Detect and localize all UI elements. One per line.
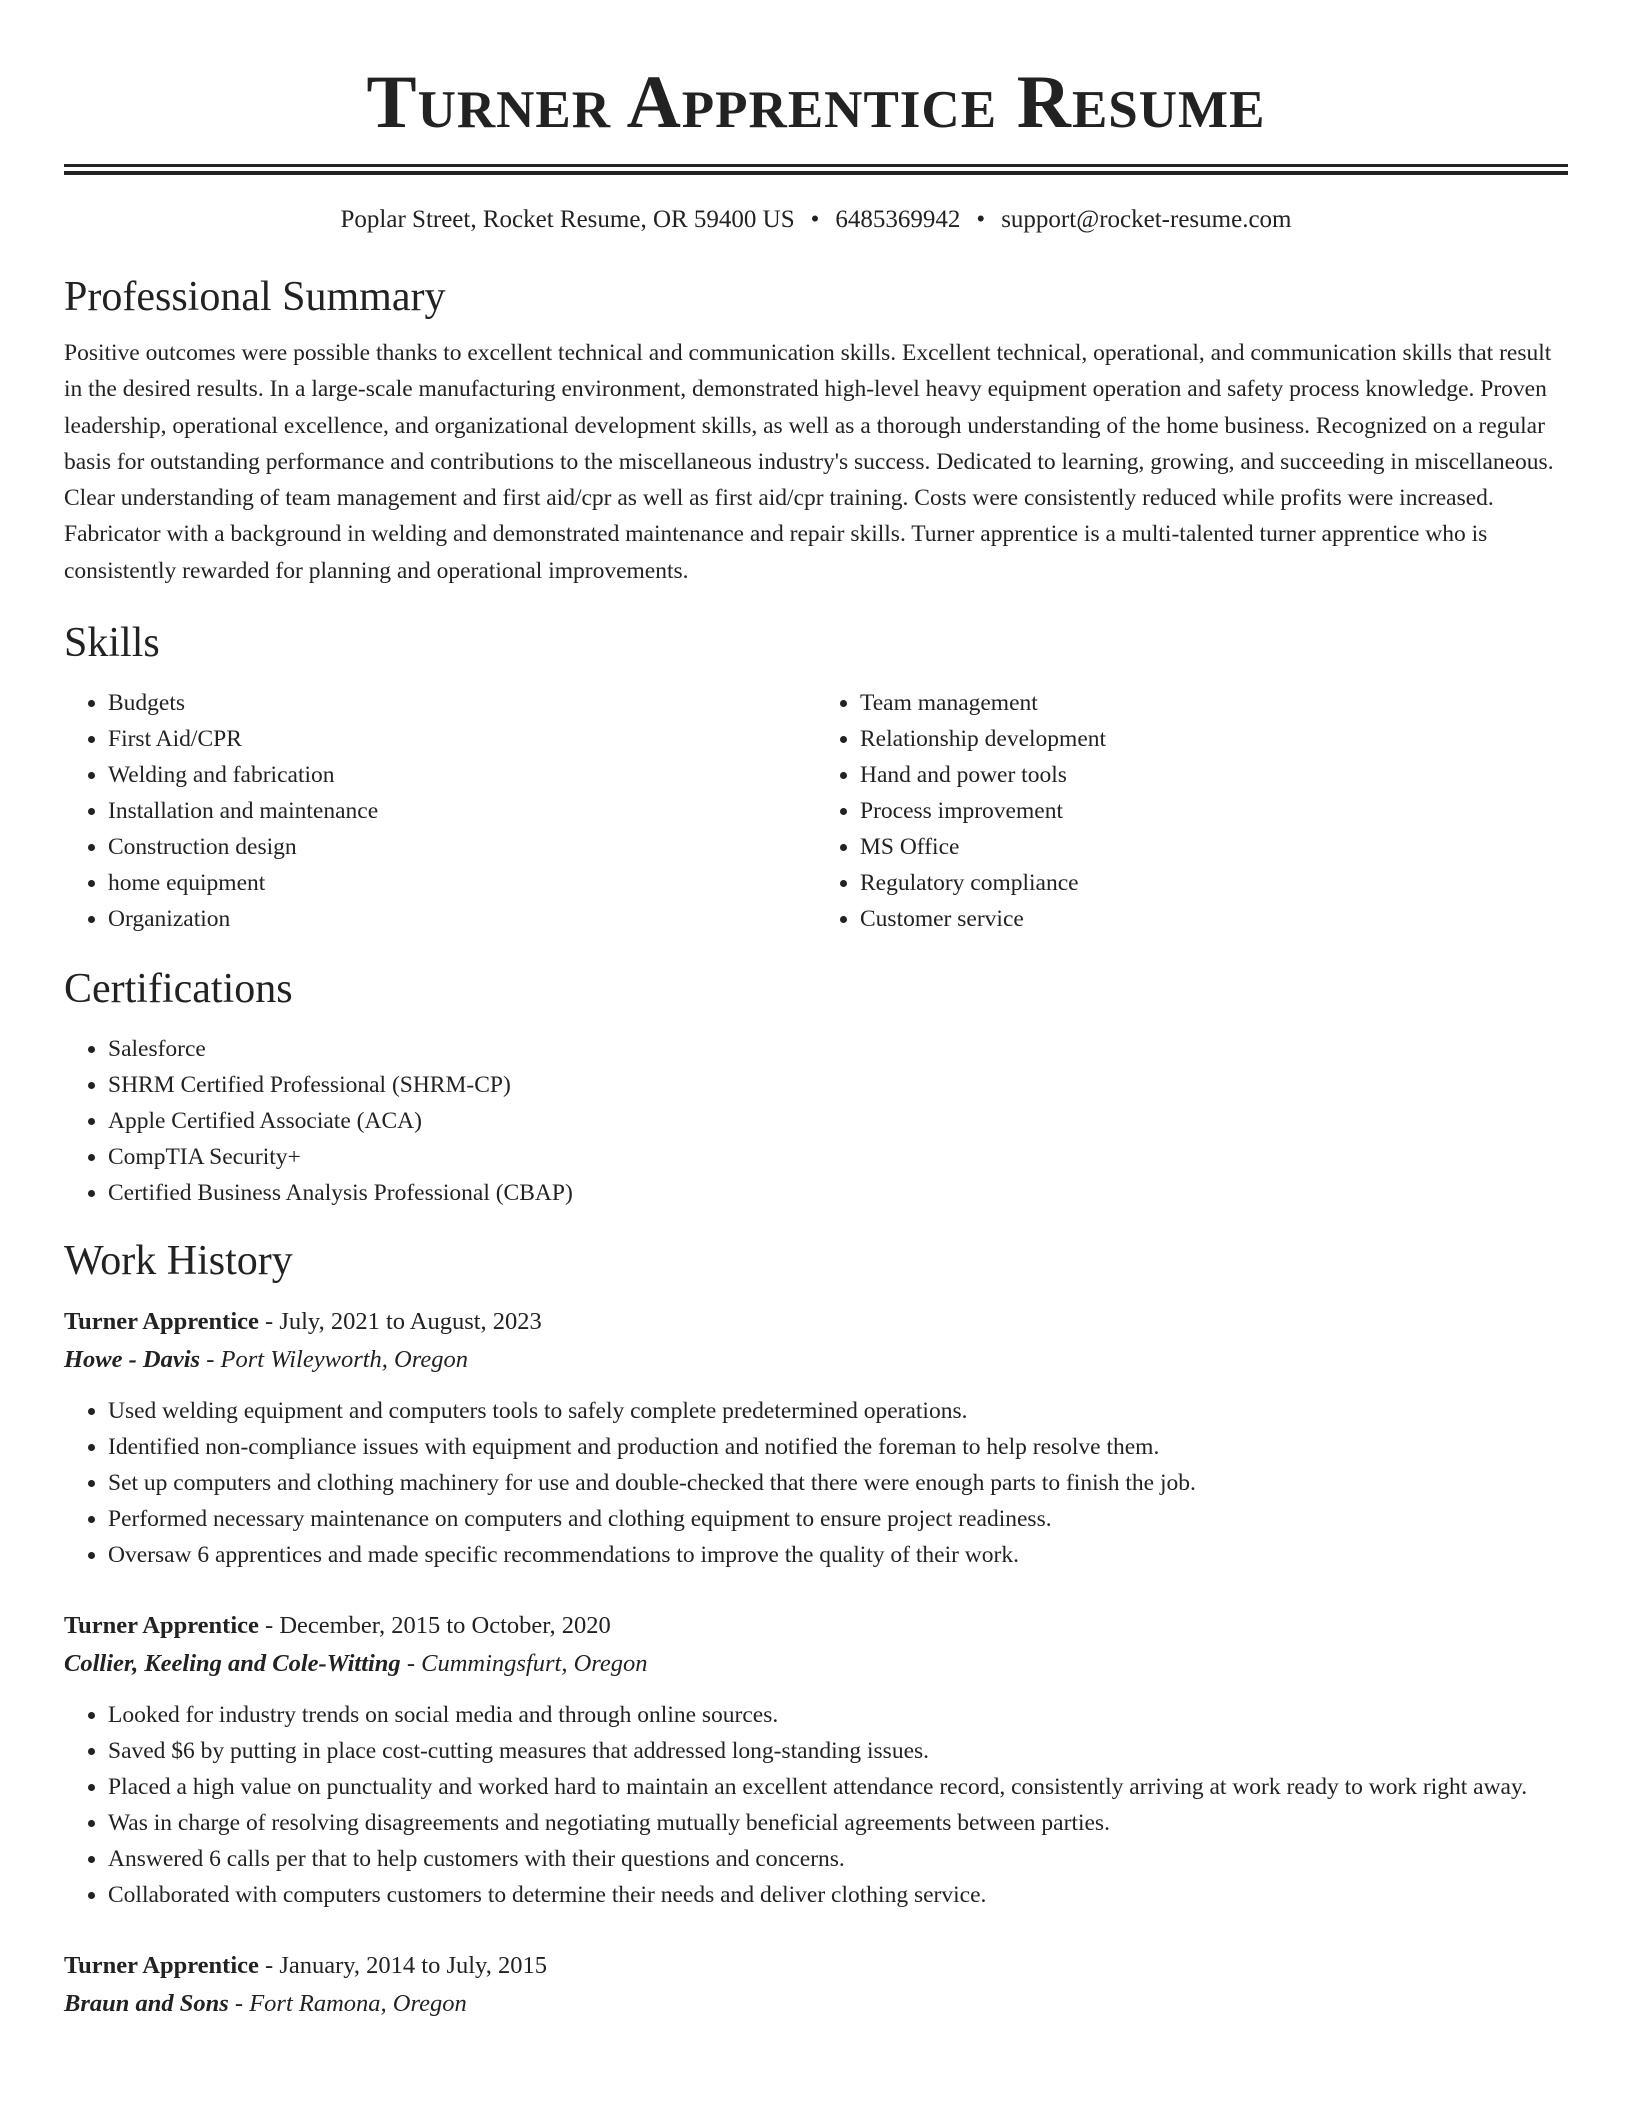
work-history-heading: Work History: [64, 1238, 293, 1285]
job-entry: [64, 1607, 1568, 1913]
job-bullet: • Saved $6 by putting in place cost-cutting measures that addressed long-standing issues.: [108, 1733, 1568, 1769]
company-line: [64, 1985, 1568, 2023]
skills-heading: Skills: [64, 620, 160, 667]
job-title: Turner Apprentice: [64, 1308, 259, 1336]
company-name: Braun and Sons: [64, 1990, 229, 2018]
job-bullets: [64, 1393, 1568, 1573]
contact-address: Poplar Street, Rocket Resume, OR 59400 US: [340, 206, 795, 233]
company-name: Howe - Davis: [64, 1346, 201, 1374]
contact-separator: •: [810, 206, 820, 233]
job-entry: [64, 1303, 1568, 1573]
skill-item: • home equipment: [108, 865, 816, 901]
job-bullet: • Oversaw 6 apprentices and made specific recommendations to improve the quality of their work.: [108, 1537, 1568, 1573]
skill-item: • Process improvement: [860, 793, 1568, 829]
job-bullet: • Was in charge of resolving disagreements and negotiating mutually beneficial agreements between parties.: [108, 1805, 1568, 1841]
skills-grid: [64, 685, 1568, 937]
contact-line: [64, 203, 1568, 237]
dash: -: [258, 1308, 280, 1336]
company-location: Cummingsfurt, Oregon: [421, 1650, 648, 1678]
skill-item: • Installation and maintenance: [108, 793, 816, 829]
company-line: [64, 1645, 1568, 1683]
certification-item: • Salesforce: [108, 1031, 1568, 1067]
skill-item: • Construction design: [108, 829, 816, 865]
certification-item: • Apple Certified Associate (ACA): [108, 1103, 1568, 1139]
title-divider: [64, 164, 1568, 175]
company-line: [64, 1341, 1568, 1379]
certifications-heading: Certifications: [64, 966, 293, 1013]
job-entry: [64, 1947, 1568, 2023]
job-bullet: • Placed a high value on punctuality and worked hard to maintain an excellent attendance record, consistently arriving at work ready to work right away.: [108, 1769, 1568, 1805]
job-bullet: • Answered 6 calls per that to help customers with their questions and concerns.: [108, 1841, 1568, 1877]
job-title-line: [64, 1947, 1568, 1985]
skills-list-right: [816, 685, 1568, 937]
skill-item: • Welding and fabrication: [108, 757, 816, 793]
job-title: Turner Apprentice: [64, 1612, 259, 1640]
job-bullet: • Used welding equipment and computers tools to safely complete predetermined operations.: [108, 1393, 1568, 1429]
dash: -: [258, 1612, 280, 1640]
contact-phone: 6485369942: [835, 206, 961, 233]
job-bullet: • Looked for industry trends on social media and through online sources.: [108, 1697, 1568, 1733]
job-dates: July, 2021 to August, 2023: [279, 1308, 542, 1336]
skill-item: • Regulatory compliance: [860, 865, 1568, 901]
company-name: Collier, Keeling and Cole-Witting: [64, 1650, 401, 1678]
dash: -: [200, 1346, 221, 1374]
certification-item: • SHRM Certified Professional (SHRM-CP): [108, 1067, 1568, 1103]
skill-item: • Budgets: [108, 685, 816, 721]
company-location: Fort Ramona, Oregon: [249, 1990, 467, 2018]
certifications-list: [64, 1031, 1568, 1211]
skills-list-left: [64, 685, 816, 937]
dash: -: [258, 1952, 280, 1980]
resume-title: Turner Apprentice Resume: [366, 61, 1266, 144]
dash: -: [228, 1990, 250, 2018]
job-title: Turner Apprentice: [64, 1952, 259, 1980]
job-title-line: [64, 1303, 1568, 1341]
skill-item: • Relationship development: [860, 721, 1568, 757]
job-bullet: • Collaborated with computers customers to determine their needs and deliver clothing service.: [108, 1877, 1568, 1913]
contact-separator: •: [976, 206, 986, 233]
skill-item: • MS Office: [860, 829, 1568, 865]
skill-item: • First Aid/CPR: [108, 721, 816, 757]
job-bullets: [64, 1697, 1568, 1913]
skill-item: • Hand and power tools: [860, 757, 1568, 793]
job-bullet: • Set up computers and clothing machinery for use and double-checked that there were enough parts to finish the job.: [108, 1465, 1568, 1501]
certification-item: • Certified Business Analysis Professional (CBAP): [108, 1175, 1568, 1211]
resume-page: [64, 0, 1568, 2023]
job-dates: December, 2015 to October, 2020: [279, 1612, 611, 1640]
job-dates: January, 2014 to July, 2015: [279, 1952, 547, 1980]
job-title-line: [64, 1607, 1568, 1645]
contact-email: support@rocket-resume.com: [1001, 206, 1292, 233]
company-location: Port Wileyworth, Oregon: [220, 1346, 468, 1374]
job-bullet: • Identified non-compliance issues with equipment and production and notified the foreman to help resolve them.: [108, 1429, 1568, 1465]
certification-item: • CompTIA Security+: [108, 1139, 1568, 1175]
skill-item: • Team management: [860, 685, 1568, 721]
dash: -: [400, 1650, 422, 1678]
skill-item: • Customer service: [860, 901, 1568, 937]
summary-heading: Professional Summary: [64, 274, 446, 320]
skill-item: • Organization: [108, 901, 816, 937]
summary-text: Positive outcomes were possible thanks to excellent technical and communication skills. Excellent technical, operational, and communication skills that result in the desired results. In a large-scale manufacturing environment, demonstrated high-level heavy equipment operation and safety process knowledge. Proven leadership, operational excellence, and organizational development skills, as well as a thorough understanding of the home business. Recognized on a regular basis for outstanding performance and contributions to the miscellaneous industry's success. Dedicated to learning, growing, and succeeding in miscellaneous. Clear understanding of team management and first aid/cpr as well as first aid/cpr training. Costs were consistently reduced while profits were increased. Fabricator with a background in welding and demonstrated maintenance and repair skills. Turner apprentice is a multi-talented turner apprentice who is consistently rewarded for planning and operational improvements.: [64, 340, 1554, 584]
job-bullet: • Performed necessary maintenance on computers and clothing equipment to ensure project readiness.: [108, 1501, 1568, 1537]
